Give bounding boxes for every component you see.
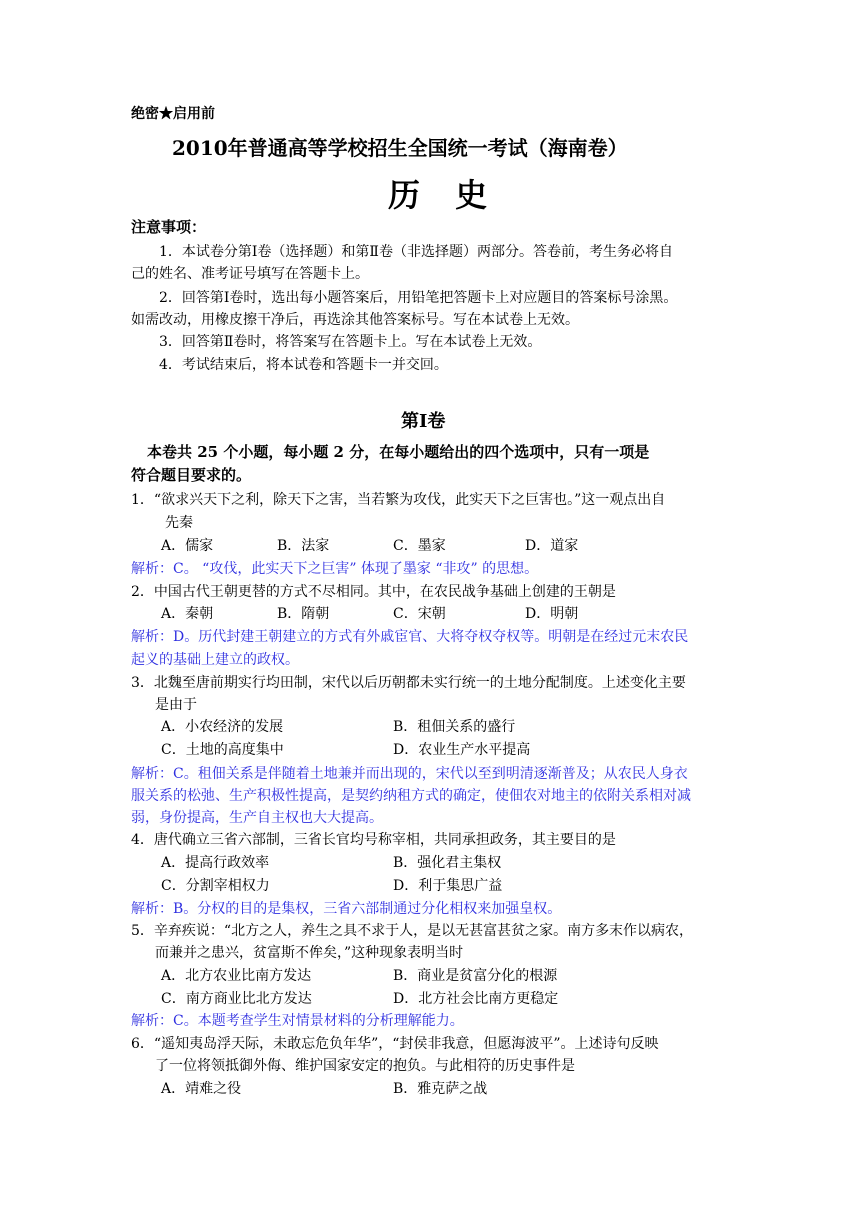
question-stem: 是由于 [155,697,197,713]
option-c: C．土地的高度集中 [161,742,284,758]
analysis-text: 解析：D。历代封建王朝建立的方式有外戚宦官、大将夺权夺权等。明朝是在经过元末农民 [131,629,689,645]
option-c: C．南方商业比北方发达 [161,991,312,1007]
option-d: D．明朝 [525,606,579,622]
option-c: C．分割宰相权力 [161,878,270,894]
exam-title: 2010年普通高等学校招生全国统一考试（海南卷） [172,136,628,160]
notice-line: 4．考试结束后，将本试卷和答题卡一并交回。 [159,357,448,373]
option-b: B．强化君主集权 [393,855,502,871]
option-a: A．儒家 [161,538,214,554]
part1-instruction: 符合题目要求的。 [131,466,252,484]
option-d: D．北方社会比南方更稳定 [393,991,559,1007]
option-a: A．秦朝 [161,606,214,622]
question-stem: 先秦 [165,515,193,531]
question-stem: 1．“欲求兴天下之利，除天下之害，当若繁为攻伐，此实天下之巨害也。”这一观点出自 [131,492,666,508]
option-d: D．农业生产水平提高 [393,742,531,758]
option-a: A．小农经济的发展 [161,719,284,735]
analysis-text: 解析：C。 “攻伐，此实天下之巨害” 体现了墨家 “非攻” 的思想。 [131,561,539,577]
notice-line: 己的姓名、准考证号填写在答题卡上。 [131,266,369,282]
analysis-text: 弱，身份提高，生产自主权也大大提高。 [131,810,383,826]
option-a: A．北方农业比南方发达 [161,968,312,984]
notice-line: 1．本试卷分第Ⅰ卷（选择题）和第Ⅱ卷（非选择题）两部分。答卷前，考生务必将自 [159,244,673,260]
analysis-text: 解析：B。分权的目的是集权，三省六部制通过分化相权来加强皇权。 [131,901,562,917]
notice-line: 3．回答第Ⅱ卷时，将答案写在答题卡上。写在本试卷上无效。 [159,334,542,350]
option-a: A．靖难之役 [161,1081,242,1097]
question-stem: 了一位将领抵御外侮、维护国家安定的抱负。与此相符的历史事件是 [155,1058,575,1074]
analysis-text: 起义的基础上建立的政权。 [131,652,299,668]
analysis-text: 解析：C。租佃关系是伴随着土地兼并而出现的，宋代以至到明清逐渐普及；从农民人身衣 [131,766,688,782]
part1-heading: 第Ⅰ卷 [401,411,446,432]
subject-title: 历 史 [388,176,500,214]
option-b: B．商业是贫富分化的根源 [393,968,558,984]
option-b: B．雅克萨之战 [393,1081,488,1097]
notice-line: 2．回答第Ⅰ卷时，选出每小题答案后，用铅笔把答题卡上对应题目的答案标号涂黑。 [159,290,678,306]
option-c: C．墨家 [393,538,446,554]
secret-label: 绝密★启用前 [131,106,215,122]
question-stem: 6．“遥知夷岛浮天际，未敢忘危负年华”，“封侯非我意，但愿海波平”。上述诗句反映 [131,1036,659,1052]
option-c: C．宋朝 [393,606,446,622]
question-stem: 4．唐代确立三省六部制，三省长官均号称宰相，共同承担政务，其主要目的是 [131,832,616,848]
notice-heading: 注意事项： [131,218,207,236]
option-b: B．租佃关系的盛行 [393,719,516,735]
analysis-text: 服关系的松弛、生产积极性提高，是契约纳租方式的确定，使佃农对地主的依附关系相对减 [131,788,691,804]
part1-instruction: 本卷共 25 个小题，每小题 2 分，在每小题给出的四个选项中，只有一项是 [147,443,650,461]
option-d: D．利于集思广益 [393,878,503,894]
option-b: B．法家 [277,538,330,554]
notice-line: 如需改动，用橡皮擦干净后，再选涂其他答案标号。写在本试卷上无效。 [131,312,579,328]
option-d: D．道家 [525,538,579,554]
option-a: A．提高行政效率 [161,855,270,871]
question-stem: 2．中国古代王朝更替的方式不尽相同。其中，在农民战争基础上创建的王朝是 [131,584,616,600]
analysis-text: 解析：C。本题考查学生对情景材料的分析理解能力。 [131,1013,464,1029]
option-b: B．隋朝 [277,606,330,622]
question-stem: 5．辛弃疾说：“北方之人，养生之具不求于人，是以无甚富甚贫之家。南方多末作以病农， [131,923,694,939]
question-stem: 而兼并之患兴，贫富斯不侔矣，”这种现象表明当时 [155,945,464,961]
question-stem: 3．北魏至唐前期实行均田制，宋代以后历朝都未实行统一的土地分配制度。上述变化主要 [131,675,686,691]
